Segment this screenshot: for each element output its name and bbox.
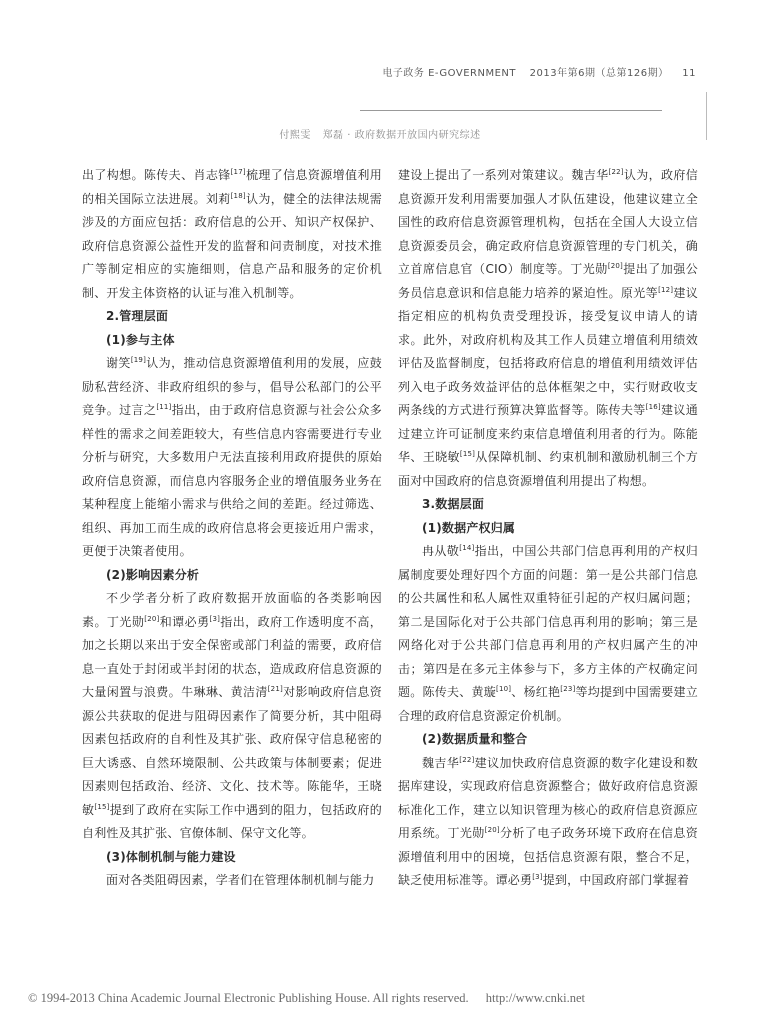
author-name: 郑磊 bbox=[322, 130, 344, 141]
citation: [3] bbox=[532, 873, 543, 881]
citation: [23] bbox=[560, 685, 576, 693]
paragraph: 面对各类阻碍因素，学者们在管理体制机制与能力 bbox=[106, 873, 375, 887]
paragraph: 谢笑[19]认为，推动信息资源增值利用的发展，应鼓励私营经济、非政府组织的参与，倡导公私部门的公平竞争。过言之[11]指出，由于政府信息资源与社会公众多样性的需求之间差距较大，有些信息内容需要进行专业分析与研究，大多数用户无法直接利用政府提供的原始政府信息资源，而信息内容服务企业的增值服务业务在某种程度上能缩小需求与供给之间的差距。经过筛选、组织、再加工而生成的政府信息将会更接近用户需求，更便于决策者使用。 bbox=[82, 356, 383, 558]
citation: [20] bbox=[607, 262, 623, 270]
paragraph: 魏吉华[22]建议加快政府信息资源的数字化建设和数据库建设，实现政府信息资源整合；做好政府信息资源标准化工作，建立以知识管理为核心的政府信息资源应用系统。丁光勋[20]分析了电子政务环境下政府在信息资源增值利用中的困境，包括信息资源有限，整合不足，缺乏使用标准等。谭必勇[3]提到，中国政府部门掌握着 bbox=[398, 755, 698, 887]
right-column bbox=[398, 164, 698, 893]
copyright-text: © 1994-2013 China Academic Journal Electronic Publishing House. All rights reserved. bbox=[28, 991, 469, 1005]
citation: [3] bbox=[209, 614, 221, 623]
citation: [14] bbox=[459, 544, 475, 552]
citation: [11] bbox=[156, 403, 172, 411]
subsection-heading: (2)影响因素分析 bbox=[106, 567, 200, 582]
copyright-footer bbox=[28, 991, 585, 1006]
header-rule bbox=[360, 110, 662, 111]
paragraph: 建设上提出了一系列对策建议。魏吉华[22]认为，政府信息资源开发利用需要加强人才队伍建设，他建议建立全国性的政府信息资源管理机构，包括在全国人大设立信息资源委员会，确定政府信息资源管理的专门机关，确立首席信息官（CIO）制度等。丁光勋[20]提出了加强公务员信息意识和信息能力培养的紧迫性。原光等[12]建议指定相应的机构负责受理投诉，接受复议申请人的请求。此外，对政府机构及其工作人员建立增值利用绩效评估及监督制度，包括将政府信息的增值利用绩效评估列入电子政务效益评估的总体框架之中，实行财政收支两条线的方式进行预算决算监督等。陈传夫等[16]建议通过建立许可证制度来约束信息增值利用者的行为。陈能华、王晓敏[15]从保障机制、约束机制和激励机制三个方面对中国政府的信息资源增值利用提出了构想。 bbox=[398, 168, 699, 488]
citation: [12] bbox=[658, 285, 674, 294]
subsection-heading: (2)数据质量和整合 bbox=[422, 732, 528, 746]
citation: [15] bbox=[94, 802, 110, 811]
subsection-heading: (3)体制机制与能力建设 bbox=[106, 849, 236, 864]
paragraph: 不少学者分析了政府数据开放面临的各类影响因素。丁光勋[20]和谭必勇[3]指出，政府工作透明度不高，加之长期以来出于安全保密或部门利益的需要，政府信息一直处于封闭或半封闭的状态，造成政府信息资源的大量闲置与浪费。牛琳琳、黄洁清[21]对影响政府信息资源公共获取的促进与阻碍因素作了简要分析，其中阻碍因素包括政府的自利性及其扩张、政府保守信息秘密的巨大诱惑、自然环境限制、公共政策与体制要素；促进因素则包括政治、经济、文化、技术等。陈能华，王晓敏[15]提到了政府在实际工作中遇到的阻力，包括政府的自利性及其扩张、官僚体制、保守文化等。 bbox=[82, 591, 382, 840]
left-column bbox=[82, 164, 382, 893]
citation: [20] bbox=[484, 826, 500, 834]
citation: [17] bbox=[230, 168, 246, 176]
citation: [22] bbox=[608, 168, 624, 176]
article-title: 政府数据开放国内研究综述 bbox=[354, 130, 481, 141]
citation: [18] bbox=[230, 191, 246, 200]
citation: [22] bbox=[459, 755, 475, 764]
subsection-heading: (1)数据产权归属 bbox=[422, 520, 516, 535]
section-heading: 3.数据层面 bbox=[422, 497, 485, 511]
citation: [15] bbox=[459, 450, 476, 458]
citation: [19] bbox=[130, 356, 147, 364]
footer-url: http://www.cnki.net bbox=[485, 991, 585, 1005]
paragraph: 出了构想。陈传夫、肖志锋[17]梳理了信息资源增值利用的相关国际立法进展。刘莉[18]认为，健全的法律法规需涉及的方面应包括：政府信息的公开、知识产权保护、政府信息资源公益性开发的监督和问责制度，对技术推广等制定相应的实施细则，信息产品和服务的定价机制、开发主体资格的认证与准入机制等。 bbox=[82, 168, 383, 300]
subsection-heading: (1)参与主体 bbox=[106, 332, 175, 347]
page-number: 11 bbox=[682, 68, 696, 79]
journal-name: 电子政务 E-GOVERNMENT bbox=[382, 68, 516, 79]
citation: [16] bbox=[645, 403, 661, 411]
article-running-title: 付熙雯 郑磊 · 政府数据开放国内研究综述 bbox=[279, 130, 481, 141]
issue-info: 2013年第6期（总第126期） bbox=[529, 68, 669, 79]
paragraph: 冉从敬[14]指出，中国公共部门信息再利用的产权归属制度要处理好四个方面的问题：第一是公共部门信息的公共属性和私人属性双重特征引起的产权归属问题；第二是国际化对于公共部门信息再利用的影响；第三是网络化对于公共部门信息再利用的产权归属产生的冲击；第四是在多元主体参与下，多方主体的产权确定问题。陈传夫、黄璇[10]、杨红艳[23]等均提到中国需要建立合理的政府信息资源定价机制。 bbox=[398, 544, 698, 723]
citation: [20] bbox=[144, 614, 160, 623]
citation: [10] bbox=[496, 685, 512, 693]
section-heading: 2.管理层面 bbox=[106, 309, 169, 323]
citation: [21] bbox=[267, 685, 283, 693]
author-name: 付熙雯 bbox=[279, 130, 311, 141]
running-header bbox=[382, 64, 696, 79]
